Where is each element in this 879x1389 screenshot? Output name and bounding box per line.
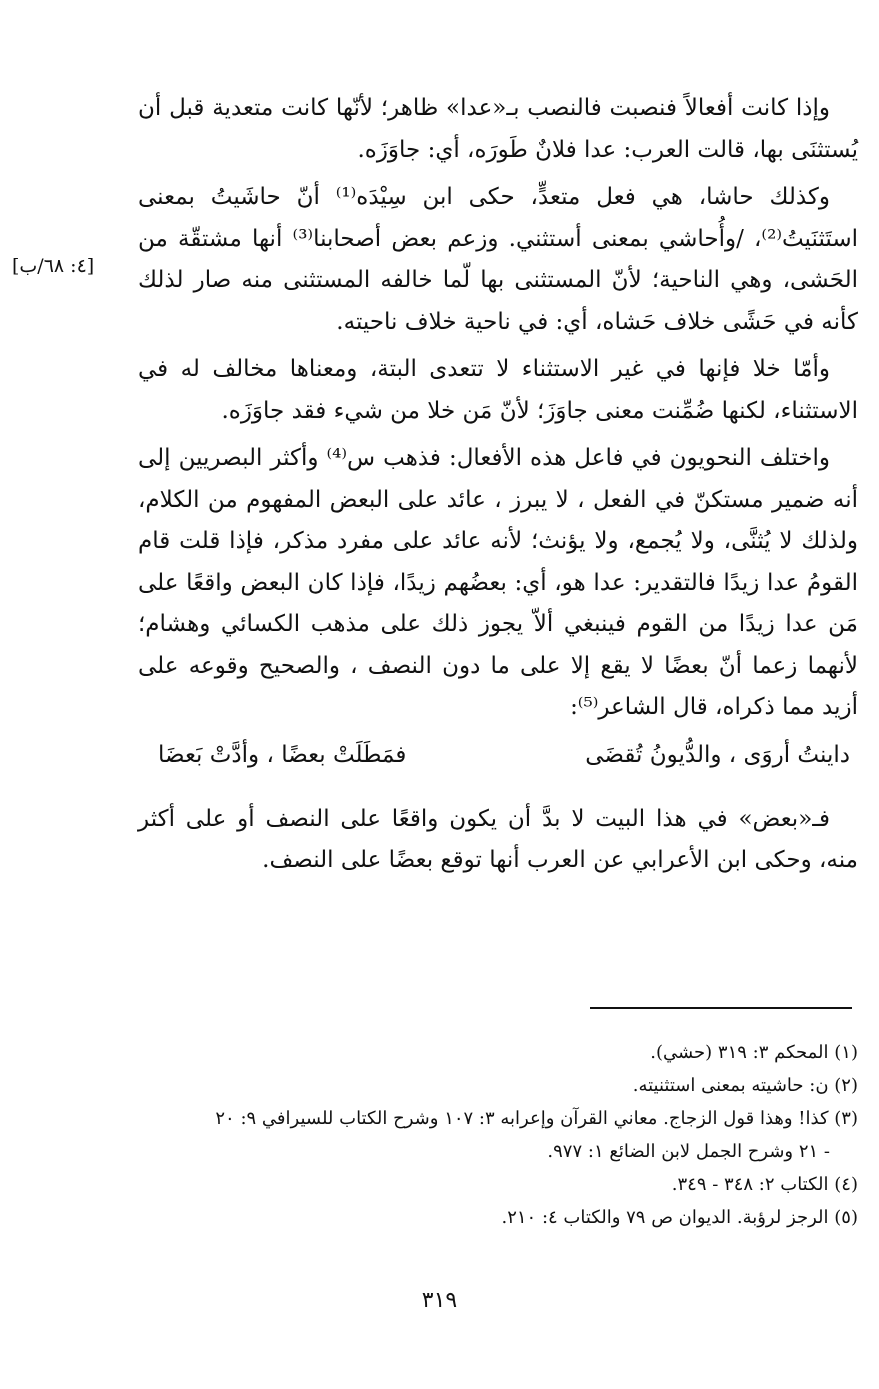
footnotes	[138, 1036, 858, 1234]
paragraph: فـ«بعض» في هذا البيت لا بدَّ أن يكون واقعًا على النصف أو على أكثر منه، وحكى ابن الأعرابي عن العرب أنها توقع بعضًا على النصف.	[138, 805, 858, 873]
paragraph: وإذا كانت أفعالاً فنصبت فالنصب بـ«عدا» ظاهر؛ لأنّها كانت متعدية قبل أن يُستثنَى بها، قالت العرب: عدا فلانٌ طَورَه، أي: جاوَزَه.	[138, 95, 858, 163]
footnote: (٣) كذا! وهذا قول الزجاج. معاني القرآن وإعرابه ٣: ١٠٧ وشرح الكتاب للسيرافي ٩: ٢٠	[215, 1108, 858, 1129]
footnote: (١) المحكم ٣: ٣١٩ (حشي).	[650, 1042, 858, 1063]
margin-folio-reference: [٤: ٦٨/ب]	[12, 255, 95, 277]
page-number: ٣١٩	[421, 1288, 458, 1313]
main-text	[138, 88, 858, 888]
footnote-continuation: - ٢١ وشرح الجمل لابن الضائع ١: ٩٧٧.	[547, 1141, 830, 1162]
paragraph: وكذلك حاشا، هي فعل متعدٍّ، حكى ابن سِيْدَه⁽¹⁾ أنّ حاشَيتُ بمعنى استَثنَيتُ⁽²⁾، /وأُحاشي بمعنى أستثني. وزعم بعض أصحابنا⁽³⁾ أنها مشتقّة من الحَشى، وهي الناحية؛ لأنّ المستثنى بها لّما خالفه المستثنى منه صار لذلك كأنه في حَشًى خلاف حَشاه، أي: في ناحية خلاف ناحيته.	[138, 184, 858, 335]
paragraph: وأمّا خلا فإنها في غير الاستثناء لا تتعدى البتة، ومعناها مخالف له في الاستثناء، لكنها ضُمِّنت معنى جاوَزَ؛ لأنّ مَن خلا من شيء فقد جاوَزَه.	[138, 356, 858, 424]
footnote: (٥) الرجز لرؤبة. الديوان ص ٧٩ والكتاب ٤: ٢١٠.	[501, 1207, 858, 1228]
footnote: (٤) الكتاب ٢: ٣٤٨ - ٣٤٩.	[671, 1174, 858, 1195]
verse-second-hemistich: فمَطَلَتْ بعضًا ، وأدَّتْ بَعضَا	[158, 741, 407, 768]
paragraph: واختلف النحويون في فاعل هذه الأفعال: فذهب س⁽⁴⁾ وأكثر البصريين إلى أنه ضمير مستكنّ في الفعل ، لا يبرز ، عائد على البعض المفهوم من الكلام، ولذلك لا يُثنَّى، ولا يُجمع، ولا يؤنث؛ لأنه عائد على مفرد مذكر، فإذا قلت قام القومُ عدا زيدًا فالتقدير: عدا هو، أي: بعضُهم زيدًا، فإذا كان البعض واقعًا على مَن عدا زيدًا من القوم فينبغي ألاّ يجوز ذلك على مذهب الكسائي وهشام؛ لأنهما زعما أنّ بعضًا لا يقع إلا على ما دون النصف ، والصحيح وقوعه على أزيد مما ذكراه، قال الشاعر⁽⁵⁾:	[138, 445, 858, 720]
verse-first-hemistich: داينتُ أروَى ، والدُّيونُ تُقضَى	[585, 741, 850, 768]
footnote-separator	[590, 1007, 852, 1009]
poetry-verse	[138, 733, 858, 777]
footnote: (٢) ن: حاشيته بمعنى استثنيته.	[632, 1075, 858, 1096]
